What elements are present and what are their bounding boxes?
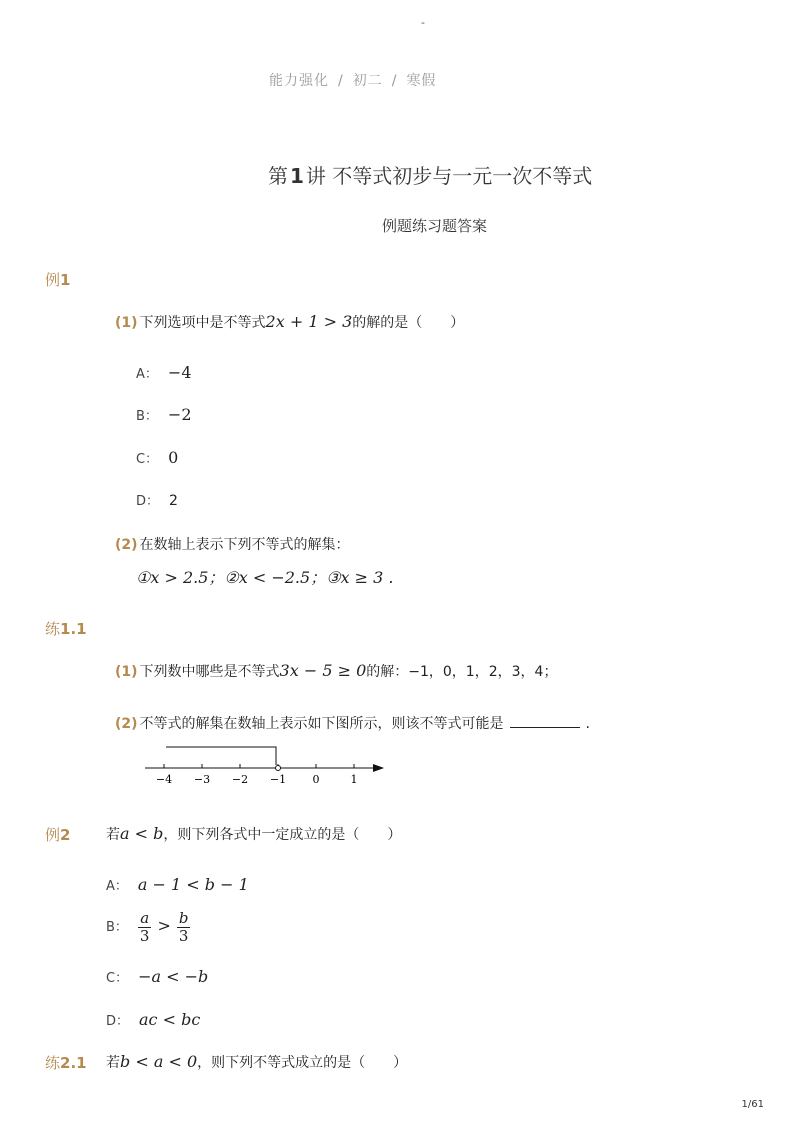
question-math: b < a < 0 xyxy=(120,1052,198,1071)
question-ex1-2-items xyxy=(136,565,394,588)
question-pr11-1 xyxy=(115,661,557,681)
solution-set-bracket xyxy=(166,747,276,765)
title-suffix: 讲 不等式初步与一元一次不等式 xyxy=(305,164,593,188)
number-line-figure xyxy=(140,740,390,788)
page-number: 1/61 xyxy=(741,1099,764,1110)
section-label-example-2 xyxy=(45,824,70,845)
question-pr21 xyxy=(106,1052,407,1072)
question-ex2 xyxy=(106,824,401,844)
fraction-denominator: 3 xyxy=(139,926,150,945)
top-dash: - xyxy=(421,16,425,29)
open-endpoint xyxy=(276,766,281,771)
section-label-prefix: 例 xyxy=(45,826,61,844)
option-value: 0 xyxy=(168,448,179,467)
fraction-denominator: 3 xyxy=(178,926,189,945)
question-number: (1) xyxy=(115,664,138,680)
breadcrumb-separator: / xyxy=(338,73,344,89)
option-label: B： xyxy=(106,920,128,935)
tick-label: 1 xyxy=(350,773,358,786)
question-text: 若 xyxy=(106,827,120,843)
option-label: B： xyxy=(136,409,158,424)
option-b[interactable] xyxy=(106,910,190,944)
option-label: C： xyxy=(136,452,159,467)
option-label: C： xyxy=(106,971,129,986)
question-text: 不等式的解集在数轴上表示如下图所示，则该不等式可能是 xyxy=(139,716,504,732)
tick-label: −2 xyxy=(231,773,249,786)
section-label-practice-2-1 xyxy=(45,1052,87,1073)
section-label-number: 1 xyxy=(60,271,71,289)
breadcrumb-item: 初二 xyxy=(352,73,383,89)
breadcrumb-item: 能力强化 xyxy=(269,73,329,89)
option-c[interactable] xyxy=(136,448,178,467)
question-math: ①x > 2.5；②x < −2.5；③x ≥ 3 . xyxy=(136,568,394,587)
fraction xyxy=(138,910,152,944)
option-value: a − 1 < b − 1 xyxy=(137,875,249,894)
question-text: 下列数中哪些是不等式 xyxy=(139,664,280,680)
answer-blank[interactable] xyxy=(510,715,580,728)
section-label-number: 1.1 xyxy=(60,620,87,638)
question-number: (1) xyxy=(115,315,138,331)
question-text: 的解：−1，0，1，2，3，4； xyxy=(366,664,558,680)
option-d[interactable] xyxy=(136,490,178,509)
question-math: 2x + 1 > 3 xyxy=(265,312,353,331)
question-pr11-2 xyxy=(115,713,590,733)
option-label: A： xyxy=(136,367,158,382)
tick-label: −1 xyxy=(269,773,287,786)
option-label: D： xyxy=(106,1014,130,1029)
number-line-ticks xyxy=(164,764,354,768)
option-label: A： xyxy=(106,879,128,894)
question-text: ，则下列各式中一定成立的是（ ） xyxy=(163,827,402,843)
page-subtitle: 例题练习题答案 xyxy=(382,217,488,235)
title-number: 1 xyxy=(290,164,304,188)
question-text: 在数轴上表示下列不等式的解集： xyxy=(139,537,350,553)
number-line-arrow xyxy=(373,764,384,772)
section-label-number: 2.1 xyxy=(60,1054,87,1072)
tick-label: 0 xyxy=(312,773,320,786)
option-d[interactable] xyxy=(106,1010,200,1029)
section-label-prefix: 练 xyxy=(45,620,61,638)
question-number: (2) xyxy=(115,716,138,732)
breadcrumb-item: 寒假 xyxy=(406,73,437,89)
breadcrumb-separator: / xyxy=(391,73,398,89)
option-value: 2 xyxy=(169,493,178,509)
option-a[interactable] xyxy=(136,363,192,382)
question-text: ，则下列不等式成立的是（ ） xyxy=(197,1055,408,1071)
question-ex1-2 xyxy=(115,534,350,554)
option-operator: > xyxy=(157,916,171,935)
fraction-numerator: b xyxy=(178,909,189,927)
section-label-prefix: 例 xyxy=(45,271,61,289)
option-value: ac < bc xyxy=(139,1010,201,1029)
tick-label: −3 xyxy=(193,773,211,786)
fraction-numerator: a xyxy=(138,910,152,928)
option-b[interactable] xyxy=(136,405,192,424)
section-label-example-1 xyxy=(45,269,70,290)
question-ex1-1 xyxy=(115,312,464,332)
option-value: −2 xyxy=(167,405,192,424)
breadcrumb xyxy=(269,70,436,90)
question-math: a < b xyxy=(120,824,164,843)
fraction xyxy=(177,910,191,944)
option-value: −a < −b xyxy=(138,967,209,986)
question-text: 的解的是（ ） xyxy=(352,315,465,331)
option-label: D： xyxy=(136,494,160,509)
title-prefix: 第 xyxy=(268,164,288,188)
section-label-prefix: 练 xyxy=(45,1054,61,1072)
option-value: −4 xyxy=(167,363,192,382)
section-label-number: 2 xyxy=(60,826,71,844)
option-c[interactable] xyxy=(106,967,208,986)
question-math: 3x − 5 ≥ 0 xyxy=(279,661,367,680)
page-title xyxy=(268,160,592,189)
option-a[interactable] xyxy=(106,875,249,894)
question-text: . xyxy=(585,716,590,732)
question-text: 若 xyxy=(106,1055,120,1071)
question-text: 下列选项中是不等式 xyxy=(139,315,266,331)
tick-label: −4 xyxy=(155,773,173,786)
section-label-practice-1-1 xyxy=(45,618,87,639)
question-number: (2) xyxy=(115,537,138,553)
